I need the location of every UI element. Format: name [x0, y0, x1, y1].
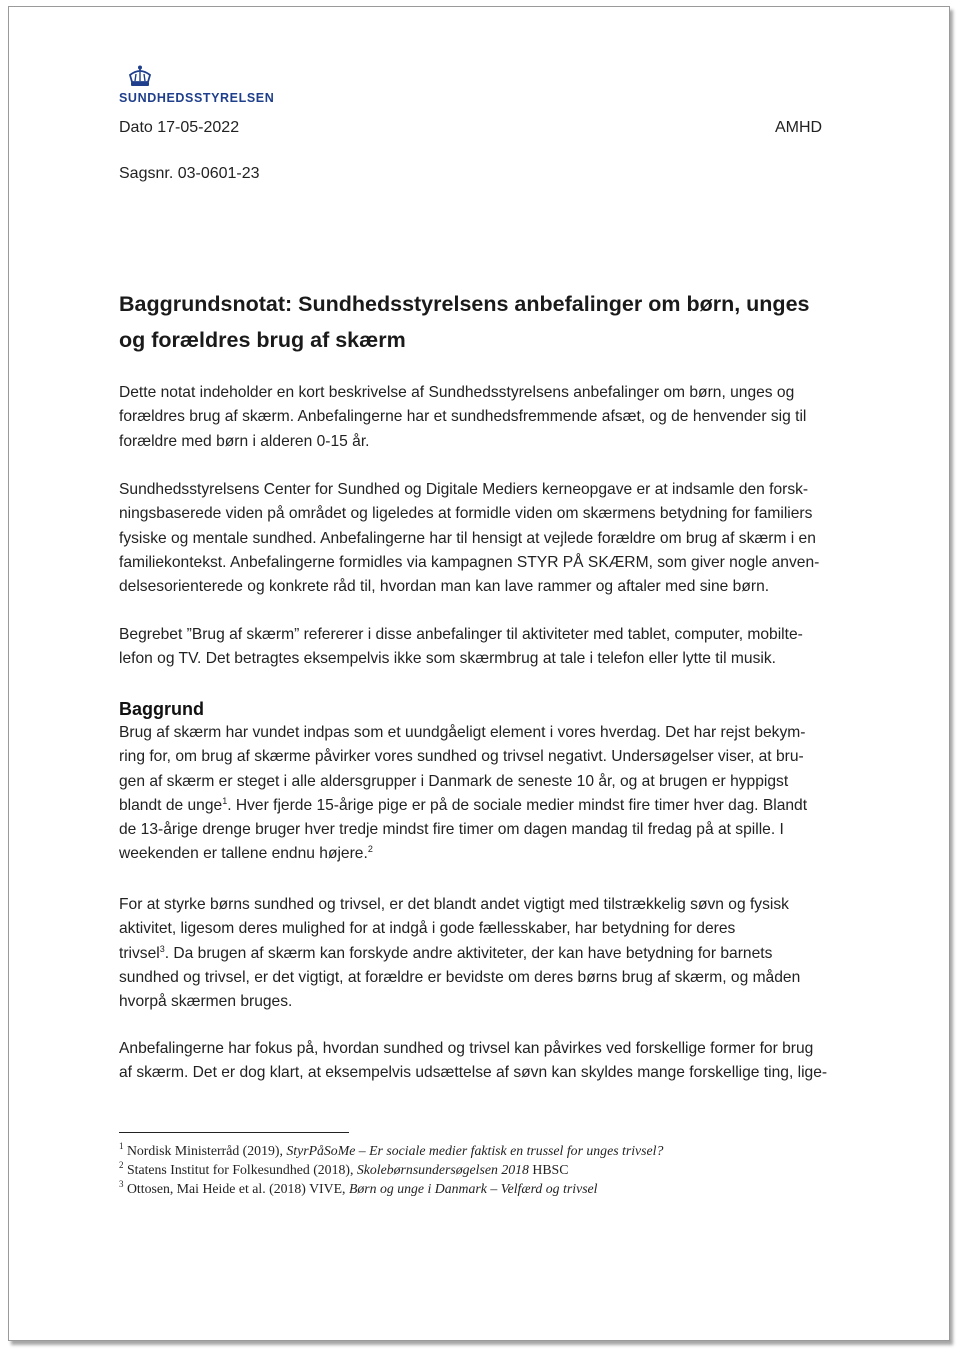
text-line: fysiske og mentale sundhed. Anbefalingerne har til hensigt at vejlede forældre om brug af skærm i en — [119, 529, 816, 547]
center-paragraph — [119, 478, 847, 599]
footnote-title: Børn og unge i Danmark – Velfærd og trivsel — [348, 1181, 598, 1196]
text-line: gen af skærm er steget i alle aldersgrupper i Danmark de seneste 10 år, og at brugen er hyppigst — [119, 772, 789, 790]
text-line: de 13-årige drenge bruger hver tredje mindst fire timer om dagen mandag til fredag på at spille. I — [119, 821, 784, 839]
footnote-number: 1 — [119, 1141, 124, 1151]
text-line: Sundhedsstyrelsens Center for Sundhed og Digitale Mediers kerneopgave er at indsamle den forsk- — [119, 481, 809, 498]
text-span: weekenden er tallene endnu højere. — [119, 845, 368, 863]
footnote-title: StyrPåSoMe – Er sociale medier faktisk en trussel for unges trivsel? — [286, 1143, 664, 1158]
text-line: For at styrke børns sundhed og trivsel, er det blandt andet vigtigt med tilstrækkelig søvn og fysisk — [119, 896, 789, 913]
text-line: hvorpå skærmen bruges. — [119, 993, 293, 1011]
footnote-ref-3[interactable]: 3 — [159, 943, 165, 954]
text-line: sundhed og trivsel, er det vigtigt, at forældre er bevidste om deres børns brug af skærm, og måden — [119, 968, 801, 986]
text-line: aktivitet, ligesom deres mulighed for at indgå i gode fællesskaber, har betydning for deres — [119, 920, 736, 938]
footnote-text: HBSC — [528, 1162, 569, 1177]
footnote-number: 3 — [119, 1179, 124, 1189]
case-number: Sagsnr. 03-0601-23 — [119, 165, 260, 182]
footnote-text: Ottosen, Mai Heide et al. (2018) VIVE, — [123, 1181, 349, 1196]
text-line: Dette notat indeholder en kort beskrivelse af Sundhedsstyrelsens anbefalinger om børn, unges og — [119, 384, 795, 401]
title-line: og forældres brug af skærm — [119, 328, 406, 352]
text-line: Anbefalingerne har fokus på, hvordan sundhed og trivsel kan påvirkes ved forskellige former for brug — [119, 1040, 814, 1057]
text-line: ring for, om brug af skærme påvirker vores sundhed og trivsel negativt. Undersøgelser viser, at bru- — [119, 748, 804, 766]
footnote-ref-1[interactable]: 1 — [222, 795, 228, 806]
text-line: delsesorienterede og konkrete råd til, hvordan man kan lave rammer og aftaler med sine børn. — [119, 578, 770, 596]
concept-paragraph — [119, 623, 847, 672]
text-line — [119, 942, 847, 966]
footnote-title: Skolebørnsundersøgelsen 2018 — [356, 1162, 529, 1177]
text-span: blandt de unge — [119, 796, 223, 814]
text-span: trivsel — [119, 944, 160, 962]
background-paragraph — [119, 721, 847, 867]
intro-paragraph — [119, 381, 847, 454]
text-line: lefon og TV. Det betragtes eksempelvis ikke som skærmbrug at tale i telefon eller lytte til musik. — [119, 650, 776, 668]
document-title — [119, 286, 839, 358]
focus-paragraph — [119, 1037, 847, 1086]
footnote-1 — [119, 1141, 847, 1160]
strengthen-paragraph — [119, 893, 847, 1014]
text-line: familiekontekst. Anbefalingerne formidles via kampagnen STYR PÅ SKÆRM, som giver nogle anven- — [119, 553, 820, 571]
text-line: ningsbaserede viden på området og ligeledes at formidle viden om skærmens betydning for familiers — [119, 505, 813, 523]
footnote-separator — [119, 1132, 349, 1133]
author-initials: AMHD — [775, 119, 823, 136]
text-line — [119, 842, 847, 866]
logo-text: SUNDHEDSSTYRELSEN — [119, 91, 275, 105]
text-line: af skærm. Det er dog klart, at eksempelvis udsættelse af søvn kan skyldes mange forskellige ting, lige- — [119, 1064, 828, 1082]
title-line: Baggrundsnotat: Sundhedsstyrelsens anbefalinger om børn, unges — [119, 292, 810, 316]
footnote-text: Nordisk Ministerråd (2019), — [123, 1143, 287, 1158]
text-line: forældre med børn i alderen 0-15 år. — [119, 432, 370, 450]
document-page — [8, 6, 950, 1341]
footnote-number: 2 — [119, 1160, 124, 1170]
text-span: . Da brugen af skærm kan forskyde andre aktiviteter, der kan have betydning for barnets — [164, 944, 773, 962]
text-line: Brug af skærm har vundet indpas som et uundgåeligt element i vores hverdag. Det har rejst bekym- — [119, 724, 806, 741]
crown-icon — [127, 65, 153, 89]
text-line — [119, 794, 847, 818]
footnote-text: Statens Institut for Folkesundhed (2018), — [123, 1162, 357, 1177]
text-span: . Hver fjerde 15-årige pige er på de sociale medier mindst fire timer hver dag. Blandt — [227, 796, 808, 814]
text-line: Begrebet ”Brug af skærm” refererer i disse anbefalinger til aktiviteter med tablet, computer, mobilte- — [119, 626, 803, 643]
footnotes — [119, 1141, 847, 1198]
footnote-2 — [119, 1160, 847, 1179]
text-line: forældres brug af skærm. Anbefalingerne har et sundhedsfremmende afsæt, og de henvender sig til — [119, 408, 807, 426]
footnote-3 — [119, 1179, 847, 1198]
document-date: Dato 17-05-2022 — [119, 119, 240, 136]
footnote-ref-2[interactable]: 2 — [367, 844, 373, 855]
section-heading-baggrund: Baggrund — [119, 699, 204, 719]
